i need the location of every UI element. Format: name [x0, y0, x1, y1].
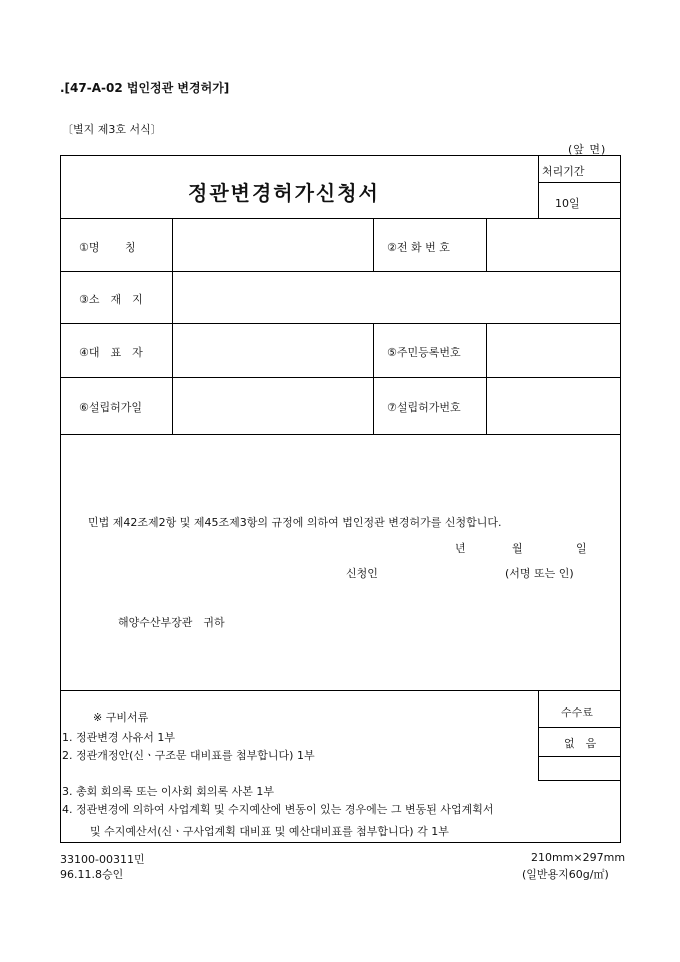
divider: [538, 155, 539, 218]
divider: [373, 323, 374, 434]
divider: [538, 182, 621, 183]
divider: [538, 756, 621, 757]
divider: [60, 218, 621, 219]
divider: [373, 218, 374, 271]
date-year: 년: [455, 542, 466, 555]
requirement-item-3: 3. 총회 회의록 또는 이사회 회의록 사본 1부: [62, 785, 274, 798]
fee-label: 수수료: [561, 706, 593, 719]
requirements-title: ※ 구비서류: [93, 711, 149, 724]
page-side-label: (앞 면): [568, 143, 607, 156]
paper-size: 210mm×297mm: [531, 851, 626, 864]
approval-date: 96.11.8승인: [60, 868, 124, 881]
signature-label: (서명 또는 인): [505, 567, 574, 580]
form-title: 정관변경허가신청서: [188, 181, 380, 205]
label-name: ①명 칭: [79, 241, 136, 254]
requirement-item-2: 2. 정관개정안(신ㆍ구조문 대비표를 첨부합니다) 1부: [62, 749, 315, 762]
label-resident-number: ⑤주민등록번호: [387, 346, 461, 359]
divider: [60, 271, 621, 272]
date-month: 월: [512, 542, 523, 555]
divider: [172, 218, 173, 434]
divider: [538, 727, 621, 728]
fee-value: 없 음: [564, 737, 597, 750]
divider: [538, 780, 621, 781]
document-code: .[47-A-02 법인정관 변경허가]: [60, 81, 230, 95]
divider: [60, 434, 621, 435]
label-representative: ④대 표 자: [79, 346, 143, 359]
applicant-label: 신청인: [346, 567, 378, 580]
recipient: 해양수산부장관 귀하: [118, 616, 225, 629]
requirement-item-4: 4. 정관변경에 의하여 사업계획 및 수지예산에 변동이 있는 경우에는 그 변동된 사업계획서: [62, 803, 494, 816]
divider: [60, 377, 621, 378]
requirement-item-1: 1. 정관변경 사유서 1부: [62, 731, 175, 744]
divider: [60, 323, 621, 324]
label-address: ③소 재 지: [79, 293, 143, 306]
paper-type: (일반용지60g/㎡): [522, 868, 609, 881]
processing-period-value: 10일: [555, 197, 580, 210]
processing-period-label: 처리기간: [542, 165, 585, 178]
divider: [486, 218, 487, 271]
application-statement: 민법 제42조제2항 및 제45조제3항의 규정에 의하여 법인정관 변경허가를 신청합니다.: [88, 516, 502, 529]
divider: [538, 690, 539, 780]
label-phone: ②전 화 번 호: [387, 241, 450, 254]
requirement-item-4-cont: 및 수지예산서(신ㆍ구사업계획 대비표 및 예산대비표를 첨부합니다) 각 1부: [90, 825, 449, 838]
form-number: 〔별지 제3호 서식〕: [62, 123, 162, 136]
label-establishment-date: ⑥설립허가일: [79, 401, 142, 414]
date-day: 일: [576, 542, 587, 555]
divider: [60, 690, 621, 691]
label-establishment-number: ⑦설립허가번호: [387, 401, 461, 414]
form-code: 33100-00311민: [60, 853, 145, 866]
divider: [486, 323, 487, 434]
